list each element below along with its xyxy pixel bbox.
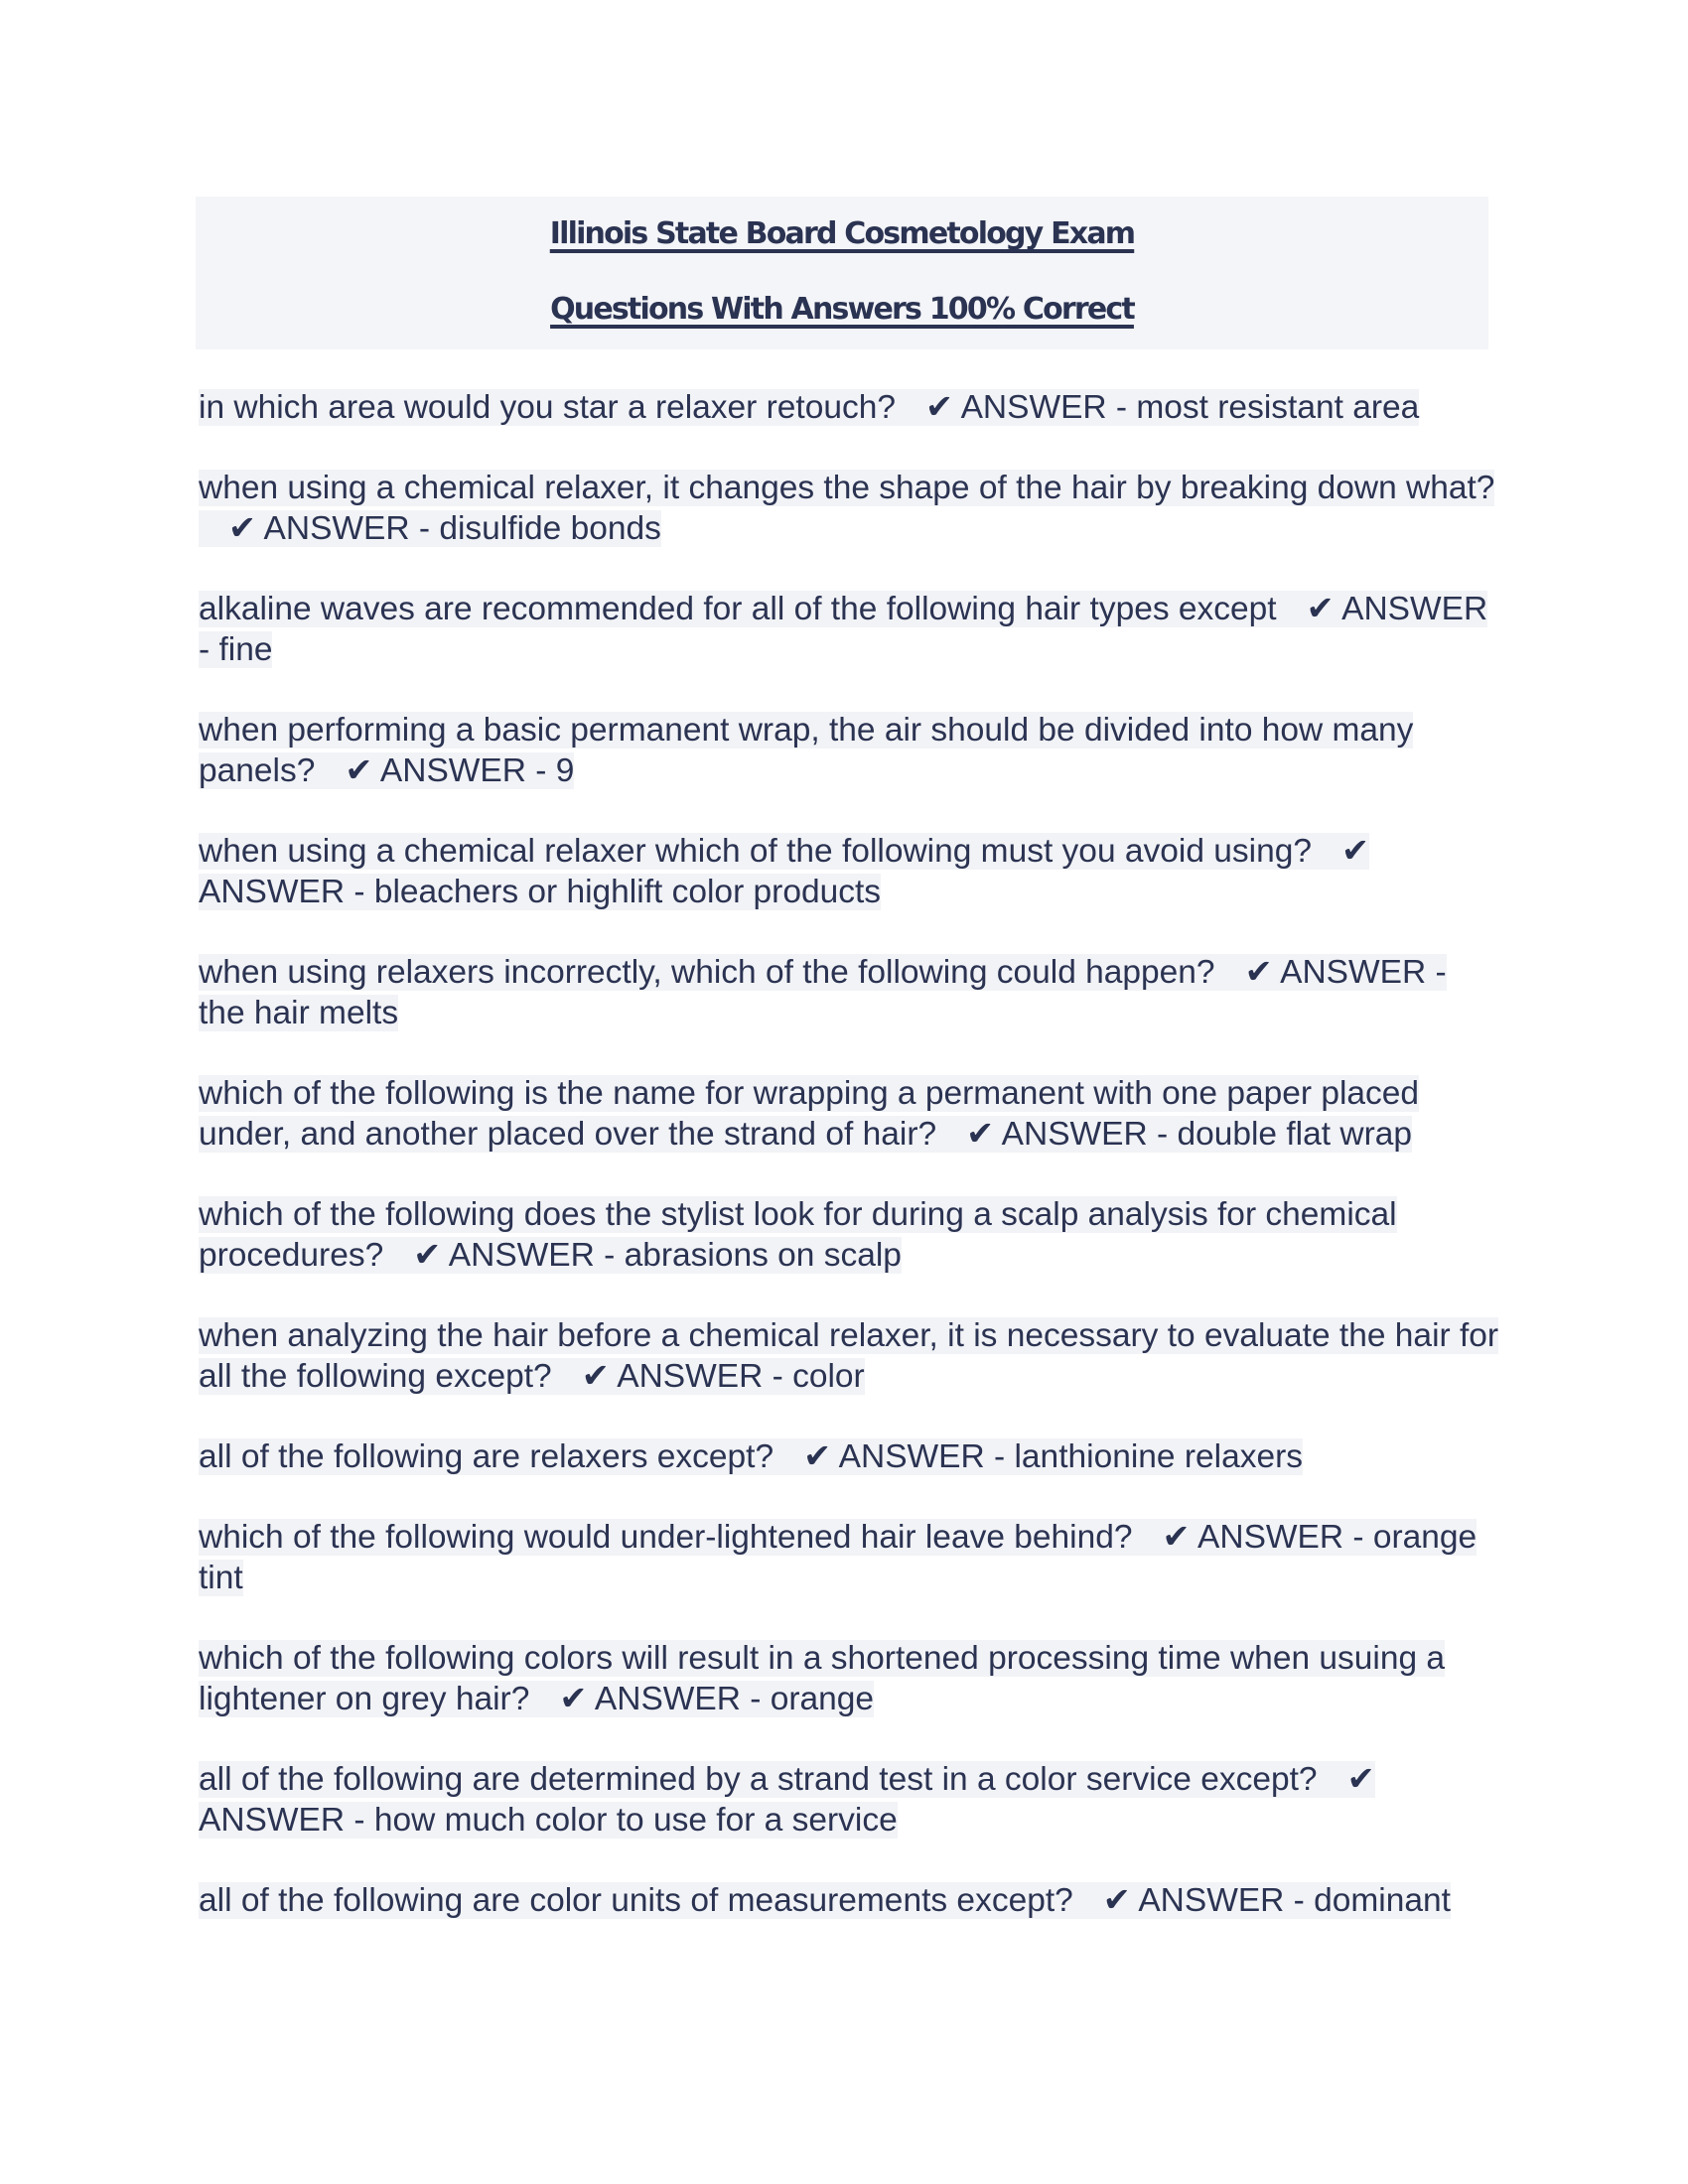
qa-item-highlight (199, 389, 1419, 426)
question-text: which of the following does the stylist look for during a scalp analysis for chemical procedures? (199, 1196, 1397, 1274)
qa-item-highlight (199, 1438, 1303, 1475)
checkmark-icon: ✔ (925, 389, 954, 426)
question-text: all of the following are color units of measurements except? (199, 1882, 1073, 1919)
question-text: all of the following are determined by a strand test in a color service except? (199, 1761, 1318, 1798)
answer-prefix: ANSWER - (1197, 1519, 1373, 1556)
answer-text: dominant (1314, 1882, 1451, 1919)
answer-prefix: ANSWER - (199, 591, 1488, 668)
qa-item-highlight (199, 591, 1487, 668)
checkmark-icon: ✔ (966, 1116, 995, 1153)
qa-item-highlight (199, 712, 1413, 789)
checkmark-icon: ✔ (345, 752, 373, 789)
answer-prefix: ANSWER - (199, 874, 374, 910)
answer-text: bleachers or highlift color products (373, 874, 882, 910)
answer-prefix: ANSWER - (448, 1237, 625, 1274)
question-text: which of the following colors will result in a shortened processing time when usuing a lightener on grey hair? (199, 1640, 1446, 1717)
question-text: when using a chemical relaxer, it changes the shape of the hair by breaking down what? (199, 470, 1495, 506)
qa-item (199, 1315, 1499, 1397)
answer-text: double flat wrap (1177, 1116, 1412, 1153)
answer-text: the hair melts (199, 995, 399, 1031)
answer-prefix: ANSWER - (199, 1802, 374, 1839)
title-line-1: Illinois State Board Cosmetology Exam (549, 216, 1135, 251)
answer-prefix: ANSWER - (594, 1681, 771, 1717)
qa-item (199, 1638, 1499, 1719)
title-line-2: Questions With Answers 100% Correct (550, 292, 1134, 327)
question-text: in which area would you star a relaxer retouch? (199, 389, 897, 426)
answer-text: 9 (555, 752, 575, 789)
question-text: all of the following are relaxers except? (199, 1438, 774, 1475)
answer-prefix: ANSWER - (379, 752, 556, 789)
question-text: when analyzing the hair before a chemical relaxer, it is necessary to evaluate the hair for all the following except? (199, 1317, 1499, 1395)
answer-prefix: ANSWER - (263, 510, 440, 547)
qa-item (199, 1759, 1499, 1841)
answer-prefix: ANSWER - (960, 389, 1137, 426)
answer-text: how much color to use for a service (373, 1802, 898, 1839)
checkmark-icon: ✔ (1162, 1519, 1191, 1556)
checkmark-icon: ✔ (1341, 833, 1370, 870)
answer-text: most resistant area (1136, 389, 1420, 426)
question-text: when using relaxers incorrectly, which of the following could happen? (199, 954, 1215, 991)
answer-prefix: ANSWER - (1280, 954, 1447, 991)
qa-item-highlight (199, 1640, 1445, 1717)
qa-item-highlight (199, 954, 1447, 1031)
checkmark-icon: ✔ (413, 1237, 442, 1274)
answer-prefix: ANSWER - (838, 1438, 1015, 1475)
question-text: when performing a basic permanent wrap, the air should be divided into how many panels? (199, 712, 1414, 789)
checkmark-icon: ✔ (1306, 591, 1335, 627)
qa-item (199, 1517, 1499, 1598)
qa-item (199, 1880, 1499, 1921)
answer-prefix: ANSWER - (617, 1358, 793, 1395)
answer-prefix: ANSWER - (1138, 1882, 1315, 1919)
answer-text: lanthionine relaxers (1014, 1438, 1303, 1475)
qa-item-highlight (199, 833, 1369, 910)
answer-text: orange tint (199, 1519, 1477, 1596)
qa-item (199, 1436, 1499, 1477)
question-text: which of the following would under-lightened hair leave behind? (199, 1519, 1133, 1556)
checkmark-icon: ✔ (1102, 1882, 1131, 1919)
answer-text: fine (218, 631, 273, 668)
checkmark-icon: ✔ (803, 1438, 832, 1475)
qa-item-highlight (199, 470, 1494, 547)
checkmark-icon: ✔ (559, 1681, 588, 1717)
checkmark-icon: ✔ (581, 1358, 610, 1395)
qa-list (199, 387, 1499, 1961)
qa-item (199, 710, 1499, 791)
question-text: which of the following is the name for wrapping a permanent with one paper placed under, and another placed over the strand of hair? (199, 1075, 1420, 1153)
qa-item (199, 1073, 1499, 1155)
answer-text: disulfide bonds (439, 510, 661, 547)
qa-item-highlight (199, 1761, 1375, 1839)
qa-item (199, 387, 1499, 428)
question-text: alkaline waves are recommended for all of the following hair types except (199, 591, 1277, 627)
answer-text: color (792, 1358, 865, 1395)
qa-item (199, 589, 1499, 670)
qa-item-highlight (199, 1882, 1451, 1919)
checkmark-icon: ✔ (1244, 954, 1273, 991)
qa-item (199, 468, 1499, 549)
qa-item-highlight (199, 1519, 1477, 1596)
question-text: when using a chemical relaxer which of the following must you avoid using? (199, 833, 1312, 870)
document-title (196, 197, 1488, 349)
qa-item-highlight (199, 1317, 1498, 1395)
checkmark-icon: ✔ (1346, 1761, 1375, 1798)
answer-text: abrasions on scalp (624, 1237, 902, 1274)
qa-item-highlight (199, 1075, 1419, 1153)
checkmark-icon: ✔ (228, 510, 257, 547)
qa-item (199, 831, 1499, 912)
answer-text: orange (770, 1681, 875, 1717)
qa-item (199, 1194, 1499, 1276)
qa-item-highlight (199, 1196, 1397, 1274)
qa-item (199, 952, 1499, 1033)
answer-prefix: ANSWER - (1001, 1116, 1178, 1153)
